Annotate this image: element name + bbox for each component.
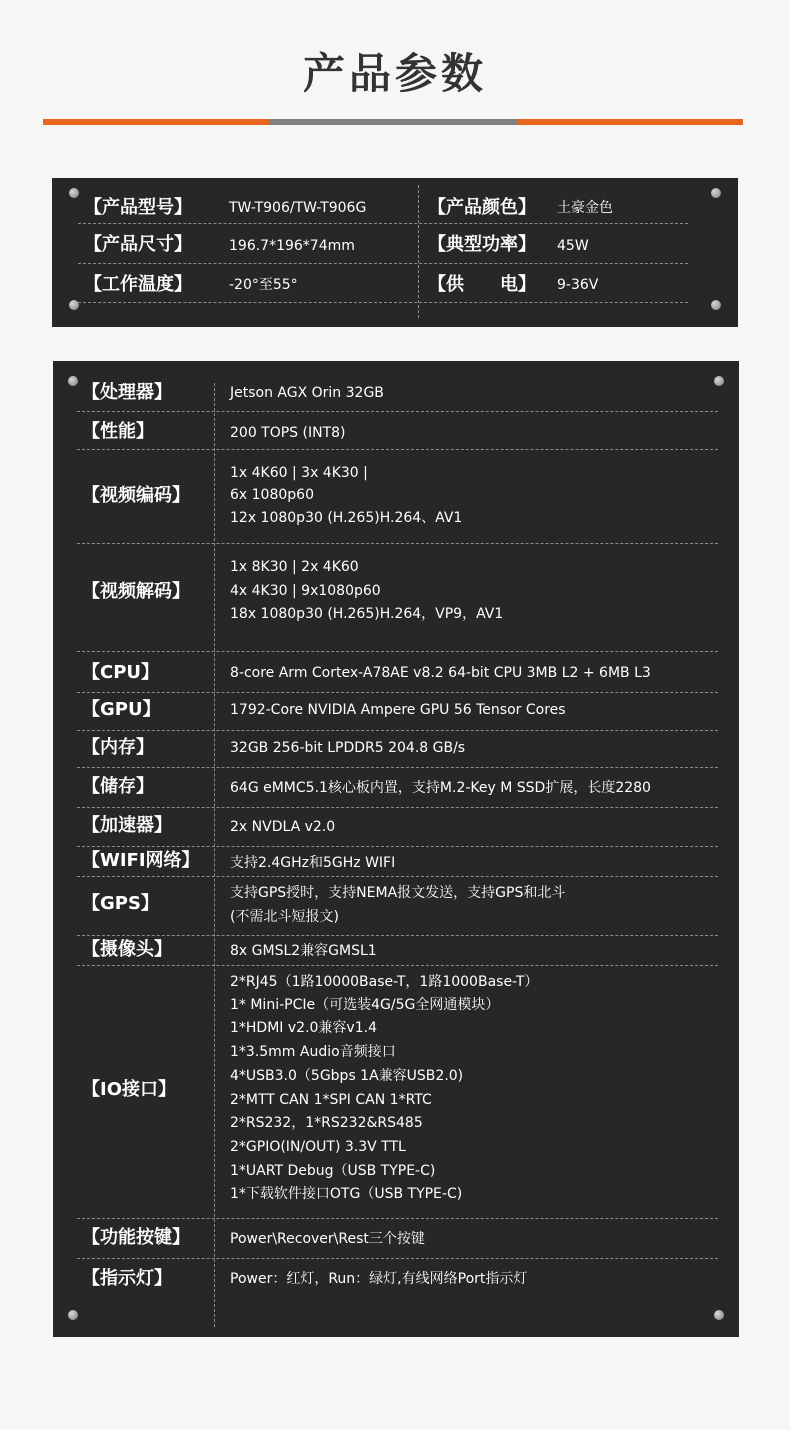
screw-icon — [68, 1310, 78, 1320]
temperature-value: -20°至55° — [229, 277, 298, 293]
row-divider — [77, 411, 718, 412]
spec-value-line: 1*HDMI v2.0兼容v1.4 — [230, 1020, 377, 1036]
spec-label: 【视频解码】 — [82, 581, 190, 602]
size-label: 【产品尺寸】 — [84, 234, 192, 255]
row-divider — [77, 730, 718, 731]
spec-label: 【指示灯】 — [82, 1268, 172, 1289]
spec-label: 【IO接口】 — [82, 1079, 176, 1100]
row-divider — [77, 965, 718, 966]
spec-label: 【视频编码】 — [82, 485, 190, 506]
spec-value-line: 2x NVDLA v2.0 — [230, 819, 336, 835]
basic-info-panel — [52, 178, 738, 327]
spec-value-line: 4x 4K30 | 9x1080p60 — [230, 583, 381, 599]
supply-label: 【供 电】 — [428, 274, 536, 295]
spec-value-line: Power：红灯，Run：绿灯,有线网络Port指示灯 — [230, 1271, 528, 1287]
screw-icon — [69, 188, 79, 198]
row-divider — [77, 449, 718, 450]
model-value: TW-T906/TW-T906G — [229, 200, 367, 216]
spec-label: 【性能】 — [82, 421, 154, 442]
title-underline-left — [43, 119, 269, 125]
spec-value-line: 1792-Core NVIDIA Ampere GPU 56 Tensor Cores — [230, 702, 566, 718]
spec-label: 【WIFI网络】 — [82, 850, 200, 871]
power-value: 45W — [557, 238, 589, 254]
spec-value-line: 6x 1080p60 — [230, 487, 314, 503]
spec-value-line: 支持GPS授时，支持NEMA报文发送，支持GPS和北斗 — [230, 885, 566, 901]
spec-value-line: 1*3.5mm Audio音频接口 — [230, 1044, 396, 1060]
title-underline-right — [517, 119, 743, 125]
spec-value-line: 1*UART Debug（USB TYPE-C) — [230, 1163, 436, 1179]
spec-value-line: 支持2.4GHz和5GHz WIFI — [230, 855, 396, 871]
model-label: 【产品型号】 — [84, 197, 192, 218]
title-underline-middle — [269, 119, 517, 125]
spec-value-line: 2*RS232，1*RS232&RS485 — [230, 1115, 423, 1131]
row-divider — [77, 692, 718, 693]
spec-label: 【加速器】 — [82, 815, 172, 836]
spec-value-line: 2*GPIO(IN/OUT) 3.3V TTL — [230, 1139, 406, 1155]
spec-value-line: 1* Mini-PCIe（可选装4G/5G全网通模块） — [230, 997, 500, 1013]
spec-value-line: 12x 1080p30 (H.265)H.264、AV1 — [230, 510, 463, 526]
screw-icon — [714, 376, 724, 386]
spec-label: 【储存】 — [82, 776, 154, 797]
spec-label: 【摄像头】 — [82, 939, 172, 960]
screw-icon — [711, 188, 721, 198]
row-divider — [77, 543, 718, 544]
temperature-label: 【工作温度】 — [84, 274, 192, 295]
spec-value-line: Power\Recover\Rest三个按键 — [230, 1231, 425, 1247]
spec-label: 【内存】 — [82, 737, 154, 758]
row-divider — [77, 876, 718, 877]
spec-value-line: 2*MTT CAN 1*SPI CAN 1*RTC — [230, 1092, 432, 1108]
row-divider — [78, 263, 688, 264]
page-title: 产品参数 — [302, 49, 487, 98]
row-divider — [78, 302, 688, 303]
supply-value: 9-36V — [557, 277, 599, 293]
spec-panel — [53, 361, 739, 1337]
spec-value-line: Jetson AGX Orin 32GB — [230, 385, 384, 401]
spec-value-line: 1x 4K60 | 3x 4K30 | — [230, 465, 368, 481]
spec-value-line: 32GB 256-bit LPDDR5 204.8 GB/s — [230, 740, 466, 756]
color-label: 【产品颜色】 — [428, 197, 536, 218]
row-divider — [77, 1258, 718, 1259]
spec-label: 【处理器】 — [82, 382, 172, 403]
spec-label: 【GPS】 — [82, 893, 159, 914]
spec-value-line: (不需北斗短报文) — [230, 909, 339, 925]
spec-value-line: 1x 8K30 | 2x 4K60 — [230, 559, 359, 575]
spec-value-line: 64G eMMC5.1核心板内置，支持M.2-Key M SSD扩展，长度2280 — [230, 780, 651, 796]
row-divider — [77, 1218, 718, 1219]
spec-value-line: 200 TOPS (INT8) — [230, 425, 346, 441]
spec-value-line: 1*下载软件接口OTG（USB TYPE-C) — [230, 1186, 463, 1202]
screw-icon — [711, 300, 721, 310]
row-divider — [77, 767, 718, 768]
spec-value-line: 4*USB3.0（5Gbps 1A兼容USB2.0) — [230, 1068, 464, 1084]
row-divider — [78, 223, 688, 224]
size-value: 196.7*196*74mm — [229, 238, 355, 254]
row-divider — [77, 651, 718, 652]
row-divider — [77, 935, 718, 936]
column-divider — [214, 383, 215, 1327]
spec-value-line: 8-core Arm Cortex-A78AE v8.2 64-bit CPU 3MB L2 + 6MB L3 — [230, 665, 651, 681]
power-label: 【典型功率】 — [428, 234, 536, 255]
screw-icon — [714, 1310, 724, 1320]
row-divider — [77, 807, 718, 808]
spec-value-line: 8x GMSL2兼容GMSL1 — [230, 943, 377, 959]
spec-value-line: 2*RJ45（1路10000Base-T，1路1000Base-T） — [230, 974, 539, 990]
row-divider — [77, 846, 718, 847]
screw-icon — [68, 376, 78, 386]
spec-label: 【CPU】 — [82, 662, 160, 683]
column-divider — [418, 185, 419, 318]
spec-value-line: 18x 1080p30 (H.265)H.264，VP9，AV1 — [230, 606, 504, 622]
spec-label: 【GPU】 — [82, 699, 161, 720]
spec-label: 【功能按键】 — [82, 1227, 190, 1248]
color-value: 土豪金色 — [557, 200, 613, 216]
